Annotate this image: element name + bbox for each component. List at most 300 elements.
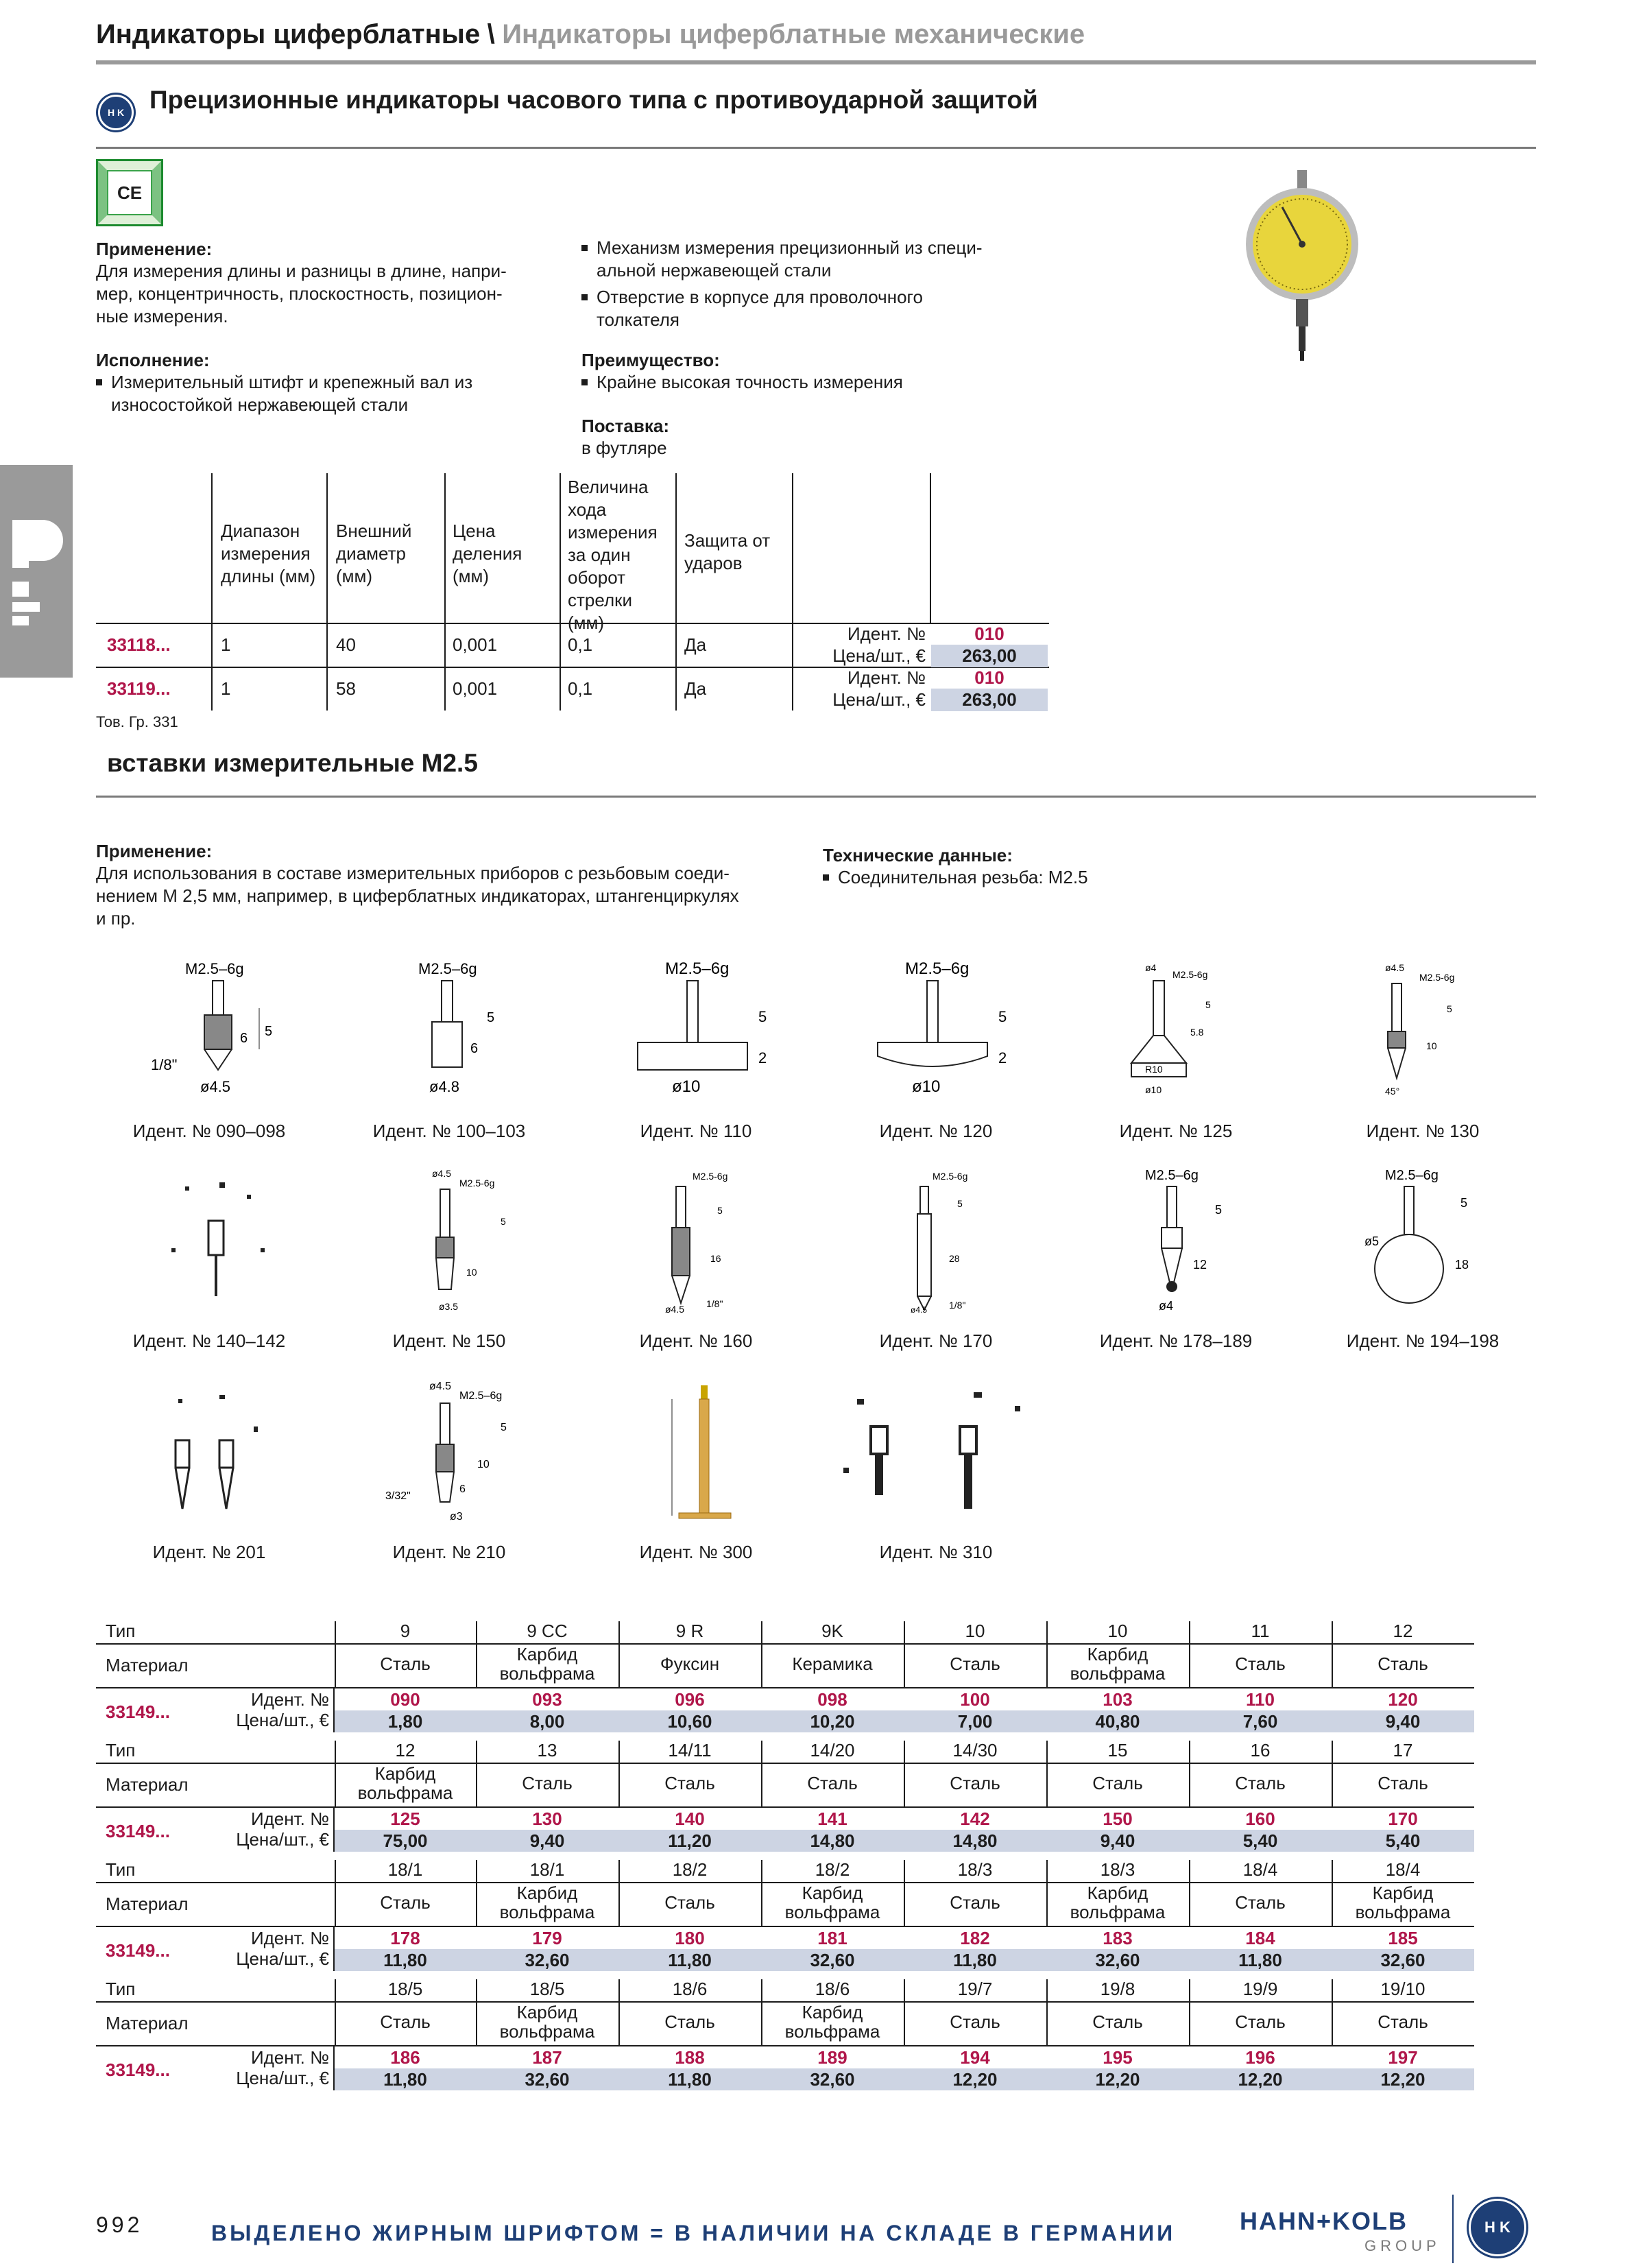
- price-value: 12,20: [1046, 2068, 1189, 2090]
- id-label: Идент. №: [250, 1689, 329, 1710]
- svg-text:R10: R10: [1145, 1064, 1163, 1075]
- figure-label: Идент. № 194–198: [1346, 1330, 1500, 1351]
- drawing-178: [1124, 1166, 1262, 1317]
- svg-text:12: 12: [1193, 1258, 1207, 1272]
- price-value: 32,60: [761, 1949, 904, 1971]
- type-value: 12: [395, 1740, 416, 1760]
- material-value: Сталь: [950, 2012, 1000, 2032]
- svg-text:3/32": 3/32": [385, 1490, 411, 1502]
- type-value: 18/4: [1385, 1859, 1421, 1880]
- svg-text:M2.5–6g: M2.5–6g: [905, 960, 970, 978]
- svg-text:ø4.5: ø4.5: [911, 1305, 928, 1315]
- svg-text:ø10: ø10: [912, 1077, 941, 1096]
- product-code: 33119...: [107, 678, 171, 699]
- price-value: 14,80: [904, 1830, 1046, 1852]
- price-value: 8,00: [476, 1710, 618, 1732]
- figure-label: Идент. № 210: [392, 1542, 506, 1562]
- id-value: 170: [1388, 1809, 1418, 1829]
- type-label: Тип: [106, 1859, 136, 1880]
- material-value: вольфрама: [784, 1902, 880, 1922]
- id-label: Идент. №: [847, 623, 926, 644]
- drawing-100: [384, 960, 521, 1104]
- svg-text:6: 6: [459, 1483, 466, 1495]
- type-value: 9 R: [675, 1621, 704, 1641]
- material-value: Сталь: [380, 1892, 431, 1913]
- material-value: Карбид: [1087, 1883, 1148, 1903]
- svg-text:1/8": 1/8": [706, 1298, 723, 1309]
- drawing-125: [1124, 960, 1262, 1104]
- svg-text:28: 28: [949, 1253, 960, 1264]
- price-value: 32,60: [761, 2068, 904, 2090]
- price-value: 11,80: [335, 2068, 476, 2090]
- material-label: Материал: [106, 1655, 189, 1675]
- id-value: 185: [1388, 1928, 1418, 1948]
- id-value: 090: [390, 1689, 420, 1710]
- page-number: 992: [96, 2212, 143, 2237]
- application-block: [96, 239, 562, 328]
- svg-text:M2.5-6g: M2.5-6g: [1419, 972, 1455, 983]
- features-block: [581, 237, 1048, 331]
- type-value: 12: [1393, 1621, 1413, 1641]
- price-value: 263,00: [931, 689, 1048, 711]
- price-value: 12,20: [1189, 2068, 1332, 2090]
- group-note: Тов. Гр. 331: [96, 713, 178, 730]
- type-value: 18/5: [387, 1979, 423, 1999]
- type-value: 10: [965, 1621, 985, 1641]
- type-value: 18/4: [1242, 1859, 1278, 1880]
- ce-mark-icon: CE: [96, 159, 163, 226]
- price-label: Цена/шт., €: [236, 1710, 329, 1730]
- svg-text:M2.5–6g: M2.5–6g: [1385, 1168, 1439, 1183]
- svg-text:ø4: ø4: [1145, 962, 1157, 973]
- execution-label: Исполнение:: [96, 350, 210, 370]
- svg-text:ø4.5: ø4.5: [432, 1168, 452, 1179]
- drawing-310: [837, 1385, 1042, 1529]
- type-value: 18/6: [672, 1979, 708, 1999]
- drawing-090: [137, 960, 295, 1104]
- material-value: Сталь: [1235, 1654, 1286, 1674]
- type-value: 11: [1251, 1621, 1270, 1641]
- material-value: Сталь: [1378, 1773, 1428, 1793]
- svg-text:ø4.5: ø4.5: [429, 1381, 452, 1392]
- application-line: мер, концентричность, плоскостность, позицион-: [96, 283, 503, 304]
- id-value: 160: [1245, 1809, 1275, 1829]
- figure-label: Идент. № 130: [1366, 1121, 1480, 1141]
- svg-text:5: 5: [487, 1010, 495, 1025]
- svg-text:M2.5-6g: M2.5-6g: [1172, 969, 1208, 980]
- execution-item: Измерительный штифт и крепежный вал из износостойкой нержавеющей стали: [96, 371, 562, 416]
- drawing-300: [665, 1378, 741, 1529]
- figure-label: Идент. № 178–189: [1099, 1330, 1253, 1351]
- material-value: Сталь: [664, 1892, 715, 1913]
- price-label: Цена/шт., €: [236, 2068, 329, 2088]
- material-label: Материал: [106, 1774, 189, 1795]
- material-value: Сталь: [1235, 2012, 1286, 2032]
- drawing-170: [891, 1166, 1001, 1317]
- header-rule: [96, 60, 1536, 64]
- material-value: Карбид: [1372, 1883, 1434, 1903]
- svg-text:16: 16: [710, 1253, 721, 1264]
- material-value: Сталь: [807, 1773, 858, 1793]
- id-value: 197: [1388, 2047, 1418, 2068]
- svg-text:ø5: ø5: [1364, 1234, 1380, 1248]
- material-value: Карбид: [516, 1644, 578, 1664]
- header-division: Цена деления (мм): [453, 521, 522, 586]
- material-value: вольфрама: [784, 2021, 880, 2042]
- supply-label: Поставка:: [581, 416, 669, 436]
- svg-text:1/8": 1/8": [949, 1300, 966, 1311]
- material-value: Сталь: [1235, 1892, 1286, 1913]
- tech-block: [823, 845, 1088, 889]
- application-line: Для измерения длины и разницы в длине, напри-: [96, 261, 507, 281]
- application2-line: нением М 2,5 мм, например, в циферблатных индикаторах, штангенциркулях: [96, 885, 739, 906]
- material-value: Сталь: [950, 1773, 1000, 1793]
- svg-text:6: 6: [240, 1031, 248, 1046]
- material-value: Сталь: [664, 2012, 715, 2032]
- material-value: Карбид: [516, 1883, 578, 1903]
- tech-item: Соединительная резьба: М2.5: [823, 866, 1088, 889]
- material-value: Сталь: [1092, 2012, 1143, 2032]
- drawing-210: [384, 1378, 535, 1529]
- application-label: Применение:: [96, 239, 213, 259]
- price-label: Цена/шт., €: [832, 689, 926, 710]
- cell-division: 0,001: [453, 678, 498, 699]
- svg-text:5: 5: [265, 1024, 273, 1039]
- price-value: 12,20: [1332, 2068, 1474, 2090]
- type-value: 18/3: [1100, 1859, 1135, 1880]
- svg-text:M2.5–6g: M2.5–6g: [418, 960, 477, 977]
- svg-text:5: 5: [717, 1205, 723, 1216]
- cell-diameter: 40: [336, 634, 356, 655]
- svg-text:5: 5: [1460, 1196, 1468, 1210]
- price-value: 7,00: [904, 1710, 1046, 1732]
- id-value: 141: [817, 1809, 847, 1829]
- price-value: 32,60: [1332, 1949, 1474, 1971]
- footer-divider: [1452, 2195, 1454, 2263]
- svg-text:1/8": 1/8": [151, 1056, 178, 1073]
- price-label: Цена/шт., €: [236, 1829, 329, 1850]
- id-value: 188: [675, 2047, 705, 2068]
- dial-indicator-image: [1220, 165, 1385, 370]
- type-value: 19/7: [957, 1979, 993, 1999]
- ruler-tab-icon: [0, 465, 73, 678]
- section2-title: вставки измерительные М2.5: [107, 749, 478, 777]
- material-value: Сталь: [1378, 2012, 1428, 2032]
- cell-range: 1: [221, 678, 231, 699]
- id-value: 184: [1245, 1928, 1275, 1948]
- id-value: 096: [675, 1689, 705, 1710]
- figure-label: Идент. № 125: [1119, 1121, 1233, 1141]
- figure-label: Идент. № 300: [639, 1542, 753, 1562]
- product-code: 33118...: [107, 634, 171, 655]
- price-value: 9,40: [1046, 1830, 1189, 1852]
- type-label: Тип: [106, 1740, 136, 1760]
- svg-text:45°: 45°: [1385, 1086, 1400, 1097]
- svg-text:ø3.5: ø3.5: [439, 1301, 459, 1312]
- type-label: Тип: [106, 1979, 136, 1999]
- id-value: 195: [1103, 2047, 1133, 2068]
- svg-text:ø4.5: ø4.5: [665, 1304, 685, 1315]
- svg-text:ø4.5: ø4.5: [200, 1078, 231, 1095]
- application2-line: и пр.: [96, 908, 136, 929]
- id-value: 178: [390, 1928, 420, 1948]
- row-rule: [96, 1763, 1474, 1764]
- svg-text:M2.5-6g: M2.5-6g: [933, 1171, 968, 1182]
- svg-text:10: 10: [1426, 1040, 1437, 1051]
- figure-label: Идент. № 090–098: [132, 1121, 286, 1141]
- figure-label: Идент. № 310: [879, 1542, 993, 1562]
- advantage-block: [581, 350, 903, 394]
- header-range: Диапазон измерения длины (мм): [221, 521, 316, 586]
- price-value: 11,80: [618, 1949, 761, 1971]
- svg-text:ø10: ø10: [1145, 1084, 1162, 1095]
- material-value: Сталь: [950, 1654, 1000, 1674]
- material-value: вольфрама: [357, 1782, 453, 1803]
- type-value: 19/9: [1242, 1979, 1278, 1999]
- drawing-110: [624, 960, 775, 1104]
- type-value: 9K: [821, 1621, 843, 1641]
- id-label: Идент. №: [250, 2047, 329, 2068]
- price-value: 11,20: [618, 1830, 761, 1852]
- price-value: 10,20: [761, 1710, 904, 1732]
- price-label: Цена/шт., €: [832, 645, 926, 666]
- application2-block: [96, 841, 850, 930]
- svg-text:5: 5: [501, 1422, 507, 1433]
- header-diameter: Внешний диаметр (мм): [336, 521, 412, 586]
- id-value: 186: [390, 2047, 420, 2068]
- price-value: 9,40: [476, 1830, 618, 1852]
- advantage-label: Преимущество:: [581, 350, 720, 370]
- id-value: 181: [817, 1928, 847, 1948]
- brand-group: GROUP: [1364, 2237, 1441, 2254]
- cell-shock: Да: [684, 634, 707, 655]
- id-value: 125: [390, 1809, 420, 1829]
- application-line: ные измерения.: [96, 306, 228, 326]
- id-value: 140: [675, 1809, 705, 1829]
- id-label: Идент. №: [847, 667, 926, 688]
- svg-text:5: 5: [1447, 1003, 1452, 1014]
- material-value: Сталь: [380, 2012, 431, 2032]
- row-rule: [96, 1643, 1474, 1645]
- hk-footer-logo-icon: H K: [1469, 2199, 1526, 2256]
- material-value: Сталь: [950, 1892, 1000, 1913]
- type-value: 14/30: [952, 1740, 998, 1760]
- material-value: Керамика: [792, 1654, 873, 1674]
- figure-label: Идент. № 120: [879, 1121, 993, 1141]
- price-value: 5,40: [1332, 1830, 1474, 1852]
- svg-text:ø3: ø3: [450, 1511, 463, 1523]
- tech-label: Технические данные:: [823, 845, 1013, 866]
- type-value: 19/10: [1380, 1979, 1426, 1999]
- type-value: 18/2: [672, 1859, 708, 1880]
- category-title: Индикаторы циферблатные: [96, 19, 481, 49]
- product-code: 33149...: [106, 1940, 170, 1961]
- material-label: Материал: [106, 1894, 189, 1914]
- application2-line: Для использования в составе измерительных приборов с резьбовым соеди-: [96, 863, 730, 883]
- id-value: 142: [960, 1809, 990, 1829]
- id-value: 010: [974, 623, 1005, 644]
- id-value: 183: [1103, 1928, 1133, 1948]
- material-value: Карбид: [802, 2002, 863, 2022]
- supply-block: [581, 416, 669, 459]
- type-value: 9: [400, 1621, 411, 1641]
- type-label: Тип: [106, 1621, 136, 1641]
- feature-item: Отверстие в корпусе для проволочного толкателя: [581, 286, 1048, 331]
- svg-text:ø10: ø10: [672, 1077, 701, 1096]
- id-value: 179: [532, 1928, 562, 1948]
- price-value: 32,60: [476, 2068, 618, 2090]
- type-value: 19/8: [1100, 1979, 1135, 1999]
- svg-text:2: 2: [758, 1049, 767, 1066]
- id-value: 093: [532, 1689, 562, 1710]
- price-value: 1,80: [335, 1710, 476, 1732]
- type-value: 18/2: [815, 1859, 850, 1880]
- drawing-150: [398, 1166, 535, 1317]
- price-value: 7,60: [1189, 1710, 1332, 1732]
- type-value: 9 CC: [527, 1621, 568, 1641]
- hk-logo-icon: H K: [98, 95, 134, 130]
- type-value: 18/5: [529, 1979, 565, 1999]
- svg-text:ø4.8: ø4.8: [429, 1078, 460, 1095]
- price-value: 10,60: [618, 1710, 761, 1732]
- id-value: 100: [960, 1689, 990, 1710]
- drawing-201: [151, 1385, 281, 1529]
- type-value: 14/20: [810, 1740, 855, 1760]
- id-value: 098: [817, 1689, 847, 1710]
- application2-label: Применение:: [96, 841, 213, 861]
- price-value: 32,60: [476, 1949, 618, 1971]
- section2-rule: [96, 796, 1536, 798]
- material-value: вольфрама: [1070, 1663, 1166, 1684]
- svg-text:M2.5-6g: M2.5-6g: [459, 1178, 495, 1189]
- id-value: 103: [1103, 1689, 1133, 1710]
- price-label: Цена/шт., €: [236, 1948, 329, 1969]
- price-value: 12,20: [904, 2068, 1046, 2090]
- svg-text:M2.5-6g: M2.5-6g: [693, 1171, 728, 1182]
- cell-division: 0,001: [453, 634, 498, 655]
- cell-shock: Да: [684, 678, 707, 699]
- svg-text:10: 10: [477, 1459, 490, 1470]
- drawing-160: [645, 1166, 754, 1317]
- svg-text:5: 5: [1205, 999, 1211, 1010]
- material-value: Фуксин: [660, 1654, 720, 1674]
- svg-text:5: 5: [1215, 1203, 1223, 1217]
- material-value: вольфрама: [1355, 1902, 1451, 1922]
- id-value: 189: [817, 2047, 847, 2068]
- product-code: 33149...: [106, 2060, 170, 2080]
- type-value: 10: [1107, 1621, 1128, 1641]
- drawing-130: [1364, 960, 1481, 1104]
- feature-item: Механизм измерения прецизионный из специ- альной нержавеющей стали: [581, 237, 1048, 282]
- cell-stroke: 0,1: [568, 634, 593, 655]
- id-value: 182: [960, 1928, 990, 1948]
- svg-text:ø4.5: ø4.5: [1385, 962, 1405, 973]
- svg-text:5: 5: [501, 1216, 506, 1227]
- svg-text:M2.5–6g: M2.5–6g: [1145, 1168, 1199, 1183]
- material-value: Сталь: [1378, 1654, 1428, 1674]
- material-value: вольфрама: [499, 2021, 595, 2042]
- header-shock: Защита от ударов: [684, 530, 771, 573]
- type-value: 18/1: [529, 1859, 565, 1880]
- cell-stroke: 0,1: [568, 678, 593, 699]
- drawing-140: [158, 1180, 281, 1310]
- type-value: 18/3: [957, 1859, 993, 1880]
- material-value: Карбид: [516, 2002, 578, 2022]
- id-value: 196: [1245, 2047, 1275, 2068]
- id-label: Идент. №: [250, 1809, 329, 1829]
- type-value: 13: [537, 1740, 557, 1760]
- material-value: Карбид: [802, 1883, 863, 1903]
- advantage-item: Крайне высокая точность измерения: [581, 371, 903, 394]
- section1-title: Прецизионные индикаторы часового типа с противоударной защитой: [149, 86, 1038, 114]
- subcategory-title: Индикаторы циферблатные механические: [502, 19, 1085, 49]
- id-value: 150: [1103, 1809, 1133, 1829]
- id-value: 194: [960, 2047, 990, 2068]
- figure-label: Идент. № 140–142: [132, 1330, 286, 1351]
- svg-text:18: 18: [1455, 1258, 1469, 1272]
- svg-text:5: 5: [957, 1198, 963, 1209]
- figure-label: Идент. № 150: [392, 1330, 506, 1351]
- svg-text:2: 2: [998, 1049, 1007, 1066]
- id-value: 130: [532, 1809, 562, 1829]
- id-value: 120: [1388, 1689, 1418, 1710]
- price-value: 75,00: [335, 1830, 476, 1852]
- stock-note: ВЫДЕЛЕНО ЖИРНЫМ ШРИФТОМ = В НАЛИЧИИ НА СКЛАДЕ В ГЕРМАНИИ: [211, 2221, 1176, 2245]
- material-label: Материал: [106, 2013, 189, 2033]
- price-value: 9,40: [1332, 1710, 1474, 1732]
- svg-text:M2.5–6g: M2.5–6g: [459, 1390, 503, 1402]
- material-value: Сталь: [1235, 1773, 1286, 1793]
- section1-rule: [96, 147, 1536, 149]
- header-stroke: Величина хода измерения за один оборот стрелки (мм): [568, 477, 658, 633]
- price-value: 11,80: [335, 1949, 476, 1971]
- type-value: 15: [1107, 1740, 1128, 1760]
- drawing-120: [864, 960, 1015, 1104]
- cell-diameter: 58: [336, 678, 356, 699]
- price-value: 11,80: [904, 1949, 1046, 1971]
- svg-text:10: 10: [466, 1267, 477, 1278]
- type-value: 18/6: [815, 1979, 850, 1999]
- execution-block: [96, 350, 562, 416]
- id-value: 187: [532, 2047, 562, 2068]
- figure-label: Идент. № 160: [639, 1330, 753, 1351]
- type-value: 18/1: [387, 1859, 423, 1880]
- id-value: 110: [1246, 1689, 1275, 1710]
- price-value: 40,80: [1046, 1710, 1189, 1732]
- price-value: 11,80: [618, 2068, 761, 2090]
- product-code: 33149...: [106, 1821, 170, 1841]
- figure-label: Идент. № 170: [879, 1330, 993, 1351]
- svg-text:5: 5: [998, 1008, 1007, 1025]
- svg-text:6: 6: [470, 1041, 479, 1056]
- breadcrumb: [96, 19, 1085, 50]
- price-value: 5,40: [1189, 1830, 1332, 1852]
- side-tab: [0, 465, 73, 678]
- svg-text:5.8: 5.8: [1190, 1027, 1204, 1038]
- price-value: 32,60: [1046, 1949, 1189, 1971]
- price-value: 263,00: [931, 645, 1048, 667]
- type-value: 14/11: [668, 1740, 712, 1760]
- figure-label: Идент. № 100–103: [372, 1121, 526, 1141]
- figure-label: Идент. № 201: [152, 1542, 266, 1562]
- id-value: 010: [974, 667, 1005, 688]
- material-value: Сталь: [522, 1773, 573, 1793]
- material-value: Сталь: [664, 1773, 715, 1793]
- drawing-194: [1364, 1166, 1488, 1317]
- material-value: Карбид: [374, 1763, 436, 1784]
- material-value: вольфрама: [1070, 1902, 1166, 1922]
- material-value: Сталь: [380, 1654, 431, 1674]
